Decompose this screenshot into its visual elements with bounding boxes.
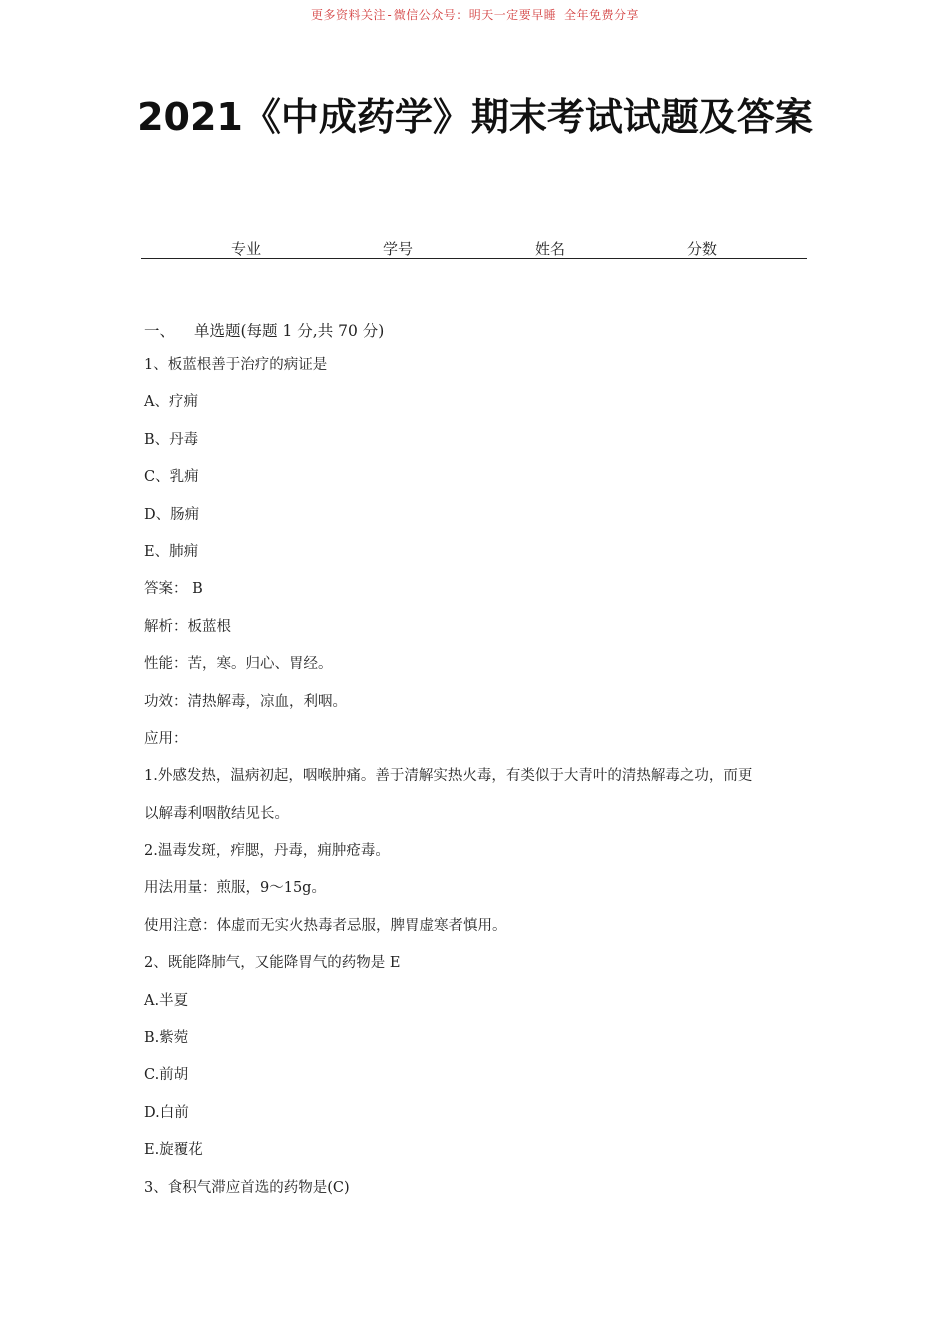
text-line: 使用注意：体虚而无实火热毒者忌服，脾胃虚寒者慎用。 (144, 917, 507, 934)
text-line: D、肠痈 (144, 506, 200, 523)
text-line: C.前胡 (144, 1067, 189, 1084)
section-number: 一、 (144, 322, 176, 340)
text-line: 应用： (144, 730, 188, 747)
text-line: 用法用量：煎服，9～15g。 (144, 880, 326, 897)
question-lines (144, 352, 824, 1212)
text-line: 3、食积气滞应首选的药物是(C) (144, 1179, 350, 1196)
text-line: 以解毒利咽散结见长。 (144, 805, 289, 822)
text-line: E、肺痈 (144, 543, 199, 560)
info-field-score: 分数 (687, 240, 718, 258)
text-line: B、丹毒 (144, 431, 199, 448)
text-line: C、乳痈 (144, 469, 199, 486)
promo-header-note: 更多资料关注-微信公众号：明天一定要早睡 全年免费分享 (311, 8, 639, 22)
section-heading (144, 318, 824, 352)
info-field-major: 专业 (231, 240, 262, 258)
text-line: A、疗痈 (144, 394, 198, 411)
text-line: 答案： B (144, 581, 203, 598)
document-title: 2021《中成药学》期末考试试题及答案 (137, 95, 813, 139)
text-line: 解析：板蓝根 (144, 618, 231, 635)
text-line: 功效：清热解毒，凉血，利咽。 (144, 693, 347, 710)
text-line: 性能：苦，寒。归心、胃经。 (144, 656, 333, 673)
text-line: E.旋覆花 (144, 1142, 203, 1159)
text-line: 1、板蓝根善于治疗的病证是 (144, 357, 328, 373)
student-info-row (141, 238, 807, 259)
text-line: A.半夏 (144, 992, 189, 1009)
info-field-student-id: 学号 (383, 240, 414, 258)
exam-content (144, 318, 824, 1212)
section-label: 单选题(每题 1 分,共 70 分) (194, 322, 385, 340)
text-line: 2、既能降肺气，又能降胃气的药物是 E (144, 955, 401, 972)
text-line: 1.外感发热，温病初起，咽喉肿痛。善于清解实热火毒，有类似于大青叶的清热解毒之功，而更 (144, 768, 753, 785)
text-line: B.紫菀 (144, 1030, 189, 1047)
text-line: D.白前 (144, 1104, 189, 1121)
info-field-name: 姓名 (535, 240, 566, 258)
text-line: 2.温毒发斑，痄腮，丹毒，痈肿疮毒。 (144, 843, 390, 860)
